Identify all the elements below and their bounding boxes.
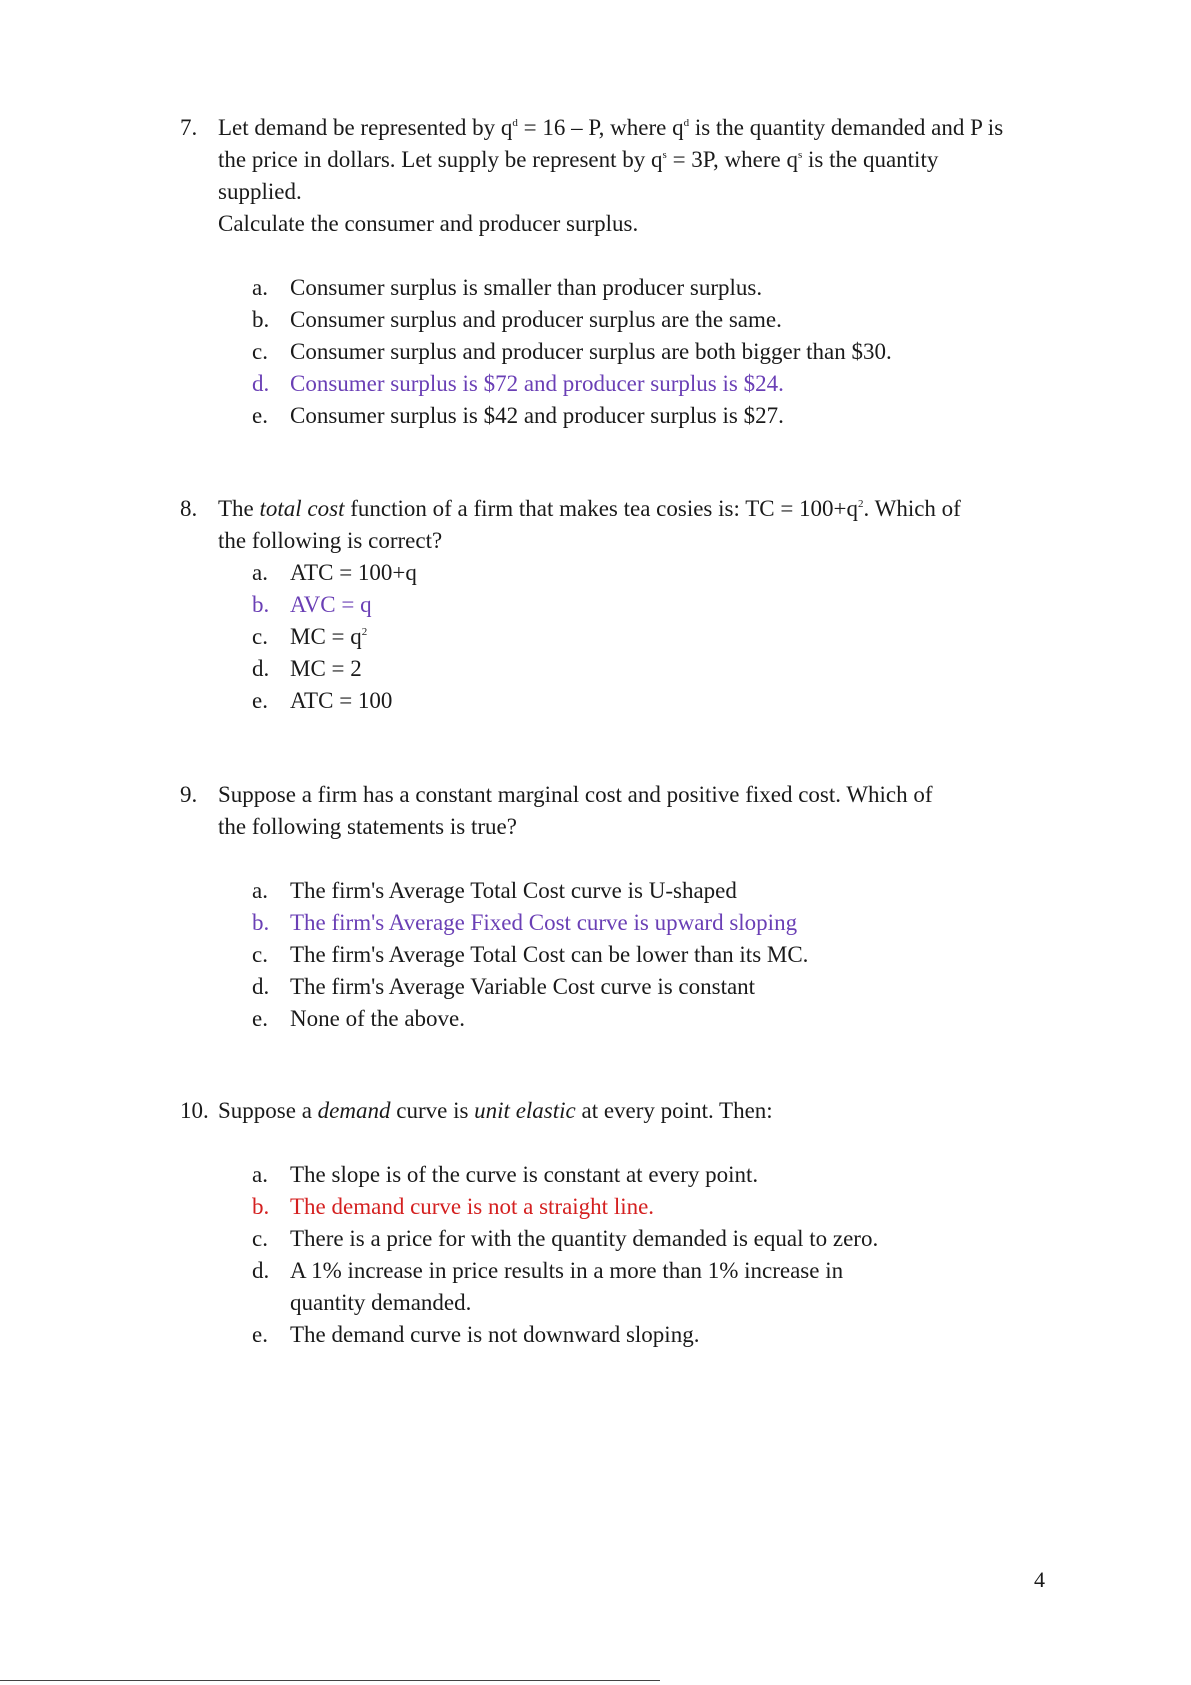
option-c: c. The firm's Average Total Cost can be lower than its MC. xyxy=(252,942,809,967)
option-e: e. None of the above. xyxy=(252,1006,465,1031)
option-a: a. Consumer surplus is smaller than producer surplus. xyxy=(252,275,763,300)
option-c: c. There is a price for with the quantity demanded is equal to zero. xyxy=(252,1226,879,1251)
option-e: e. The demand curve is not downward sloping. xyxy=(252,1322,700,1347)
question-stem: Suppose a demand curve is unit elastic at every point. Then: xyxy=(218,1098,773,1123)
option-c: c. MC = $q^2$ xyxy=(252,624,368,649)
question-9 xyxy=(180,779,1060,1035)
question-number: 9. xyxy=(180,782,198,807)
question-stem: Suppose a firm has a constant marginal cost and positive fixed cost. Which of the following statements is true? xyxy=(218,782,933,839)
question-8 xyxy=(180,493,1060,717)
question-number: 7. xyxy=(180,115,198,140)
answer-options xyxy=(180,875,1060,1035)
option-e: e. Consumer surplus is $42 and producer surplus is $27. xyxy=(252,403,784,428)
answer-options xyxy=(180,557,1060,717)
option-b: b. Consumer surplus and producer surplus are the same. xyxy=(252,307,782,332)
question-10 xyxy=(180,1095,1060,1351)
option-d-highlighted-answer: d. Consumer surplus is $72 and producer surplus is $24. xyxy=(252,371,784,396)
option-d: d. The firm's Average Variable Cost curve is constant xyxy=(252,974,756,999)
question-7 xyxy=(180,112,1060,432)
question-number: 10. xyxy=(180,1098,209,1123)
question-stem: The total cost function of a firm that makes tea cosies is: TC = $100+q^2$. Which of the following is correct? xyxy=(218,496,961,553)
option-c: c. Consumer surplus and producer surplus are both bigger than $30. xyxy=(252,339,892,364)
page-number: 4 xyxy=(1034,1567,1045,1592)
question-stem: Let demand be represented by $q^d = 16 - P$, where $q^d$ is the quantity demanded and P is the price in dollars. Let supply be represent by $q^s = 3P$, where $q^s$ is the quantity supplied. Calculate the consumer and producer surplus. xyxy=(218,115,1004,236)
option-d: d. A 1% increase in price results in a more than 1% increase in quantity demanded. xyxy=(252,1258,844,1315)
option-a: a. ATC = 100+q xyxy=(252,560,417,585)
option-a: a. The firm's Average Total Cost curve is U-shaped xyxy=(252,878,737,903)
answer-options xyxy=(180,272,1060,432)
footer-divider xyxy=(0,1680,660,1681)
option-b-highlighted-answer: b. The firm's Average Fixed Cost curve is upward sloping xyxy=(252,910,798,935)
option-b-highlighted-answer: b. The demand curve is not a straight line. xyxy=(252,1194,655,1219)
option-e: e. ATC = 100 xyxy=(252,688,393,713)
option-d: d. MC = 2 xyxy=(252,656,362,681)
option-a: a. The slope is of the curve is constant at every point. xyxy=(252,1162,759,1187)
answer-options xyxy=(180,1159,1060,1351)
option-b-highlighted-answer: b. AVC = q xyxy=(252,592,372,617)
question-number: 8. xyxy=(180,496,198,521)
